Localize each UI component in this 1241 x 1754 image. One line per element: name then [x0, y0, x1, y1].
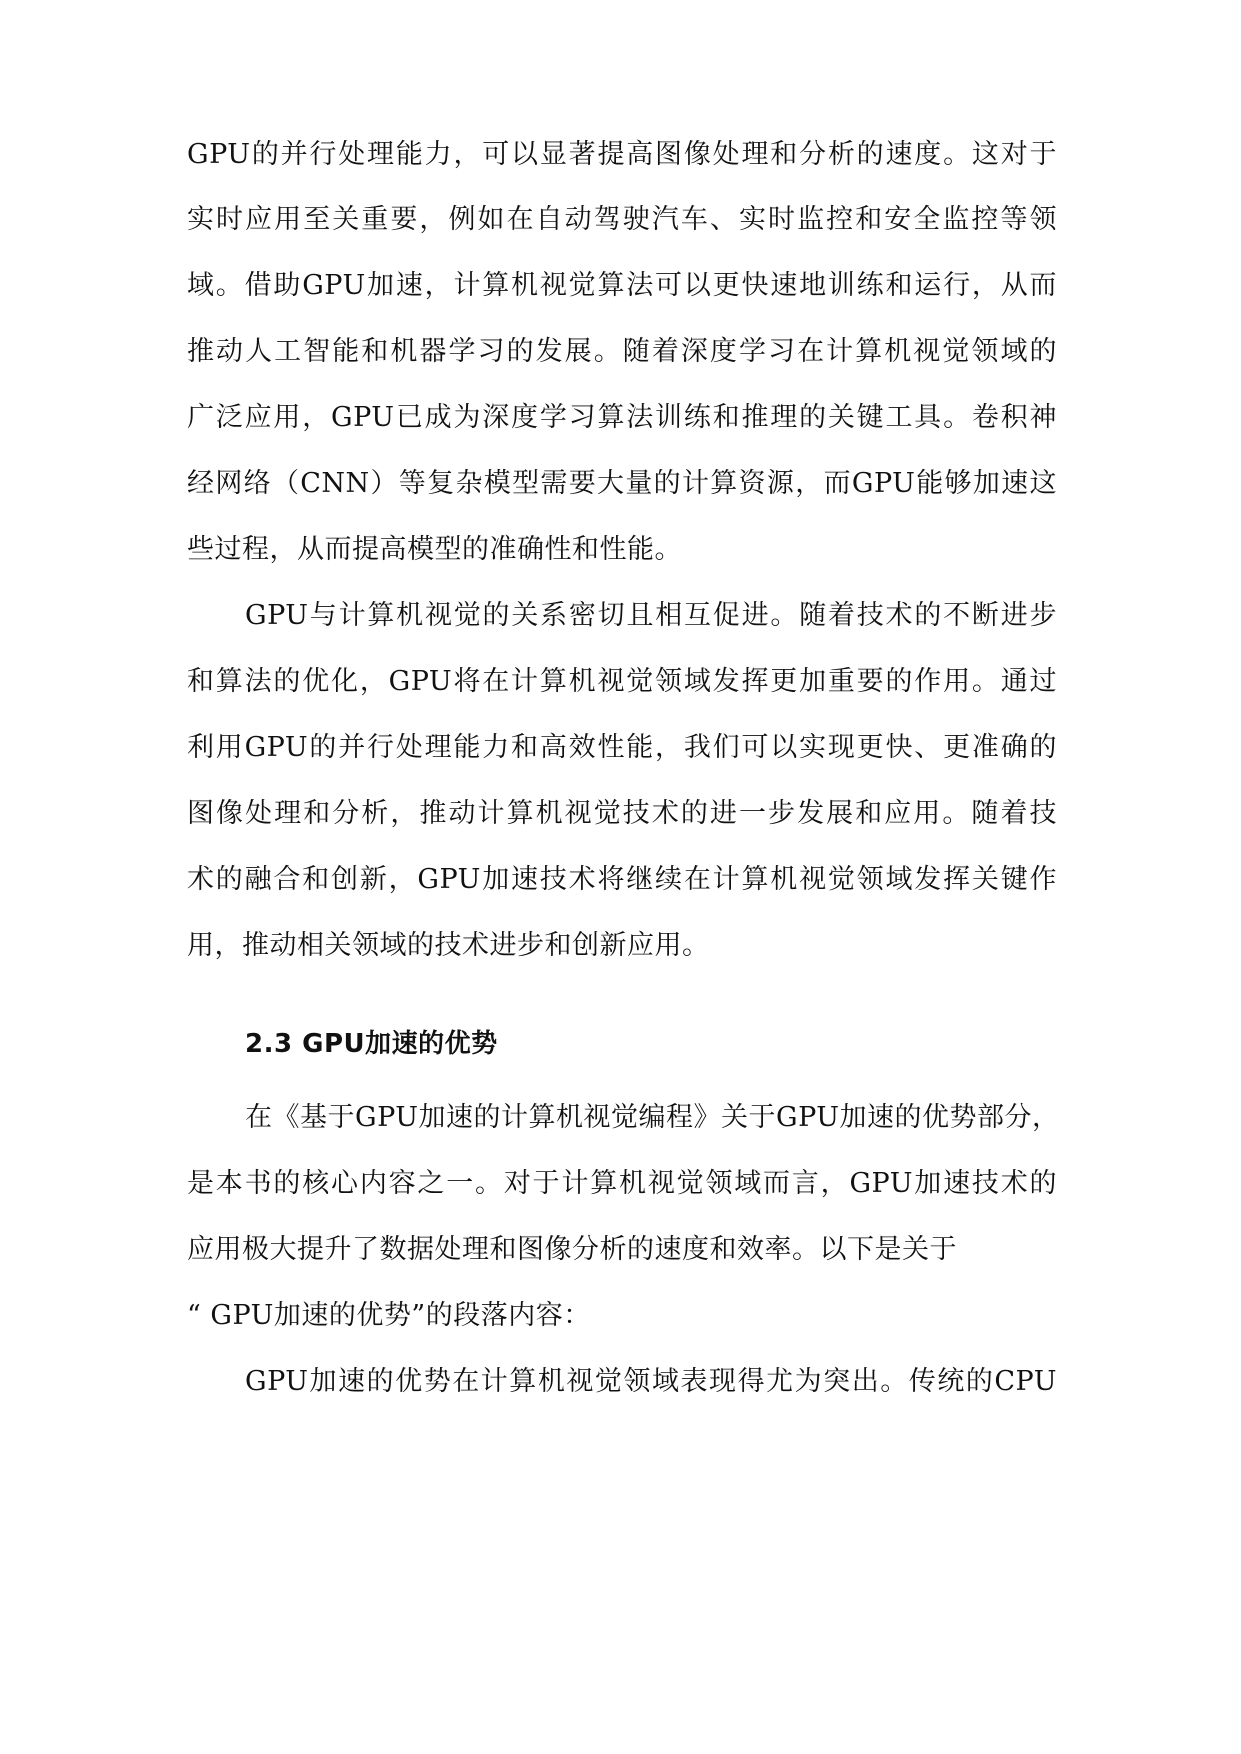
- paragraph-2-line-1: GPU与计算机视觉的关系密切且相互促进。随着技术的不断进步: [245, 600, 1057, 631]
- paragraph-2-line-5: 术的融合和创新，GPU加速技术将继续在计算机视觉领域发挥关键作: [187, 864, 1057, 895]
- section-heading: 2.3 GPU加速的优势: [245, 1029, 498, 1059]
- paragraph-2-line-3: 利用GPU的并行处理能力和高效性能，我们可以实现更快、更准确的: [187, 732, 1057, 763]
- paragraph-3-line-1: 在《基于GPU加速的计算机视觉编程》关于GPU加速的优势部分，: [245, 1102, 1060, 1133]
- paragraph-3-line-2: 是本书的核心内容之一。对于计算机视觉领域而言，GPU加速技术的: [187, 1168, 1057, 1199]
- paragraph-2-line-6: 用，推动相关领域的技术进步和创新应用。: [187, 930, 710, 961]
- paragraph-1-line-6: 经网络（CNN）等复杂模型需要大量的计算资源，而GPU能够加速这: [187, 468, 1057, 499]
- paragraph-4-line-1: GPU加速的优势在计算机视觉领域表现得尤为突出。传统的CPU: [245, 1366, 1057, 1397]
- paragraph-1-line-5: 广泛应用，GPU已成为深度学习算法训练和推理的关键工具。卷积神: [187, 402, 1057, 433]
- paragraph-3-line-3: 应用极大提升了数据处理和图像分析的速度和效率。以下是关于: [187, 1234, 957, 1265]
- paragraph-2-line-4: 图像处理和分析，推动计算机视觉技术的进一步发展和应用。随着技: [187, 798, 1057, 829]
- paragraph-1-line-3: 域。借助GPU加速，计算机视觉算法可以更快速地训练和运行，从而: [187, 270, 1057, 301]
- paragraph-1-line-2: 实时应用至关重要，例如在自动驾驶汽车、实时监控和安全监控等领: [187, 204, 1057, 235]
- paragraph-1-line-1: GPU的并行处理能力，可以显著提高图像处理和分析的速度。这对于: [187, 139, 1057, 170]
- paragraph-1-line-4: 推动人工智能和机器学习的发展。随着深度学习在计算机视觉领域的: [187, 336, 1057, 367]
- paragraph-3-line-4: “ GPU加速的优势”的段落内容：: [187, 1300, 591, 1331]
- paragraph-1-line-7: 些过程，从而提高模型的准确性和性能。: [187, 534, 682, 565]
- paragraph-2-line-2: 和算法的优化，GPU将在计算机视觉领域发挥更加重要的作用。通过: [187, 666, 1057, 697]
